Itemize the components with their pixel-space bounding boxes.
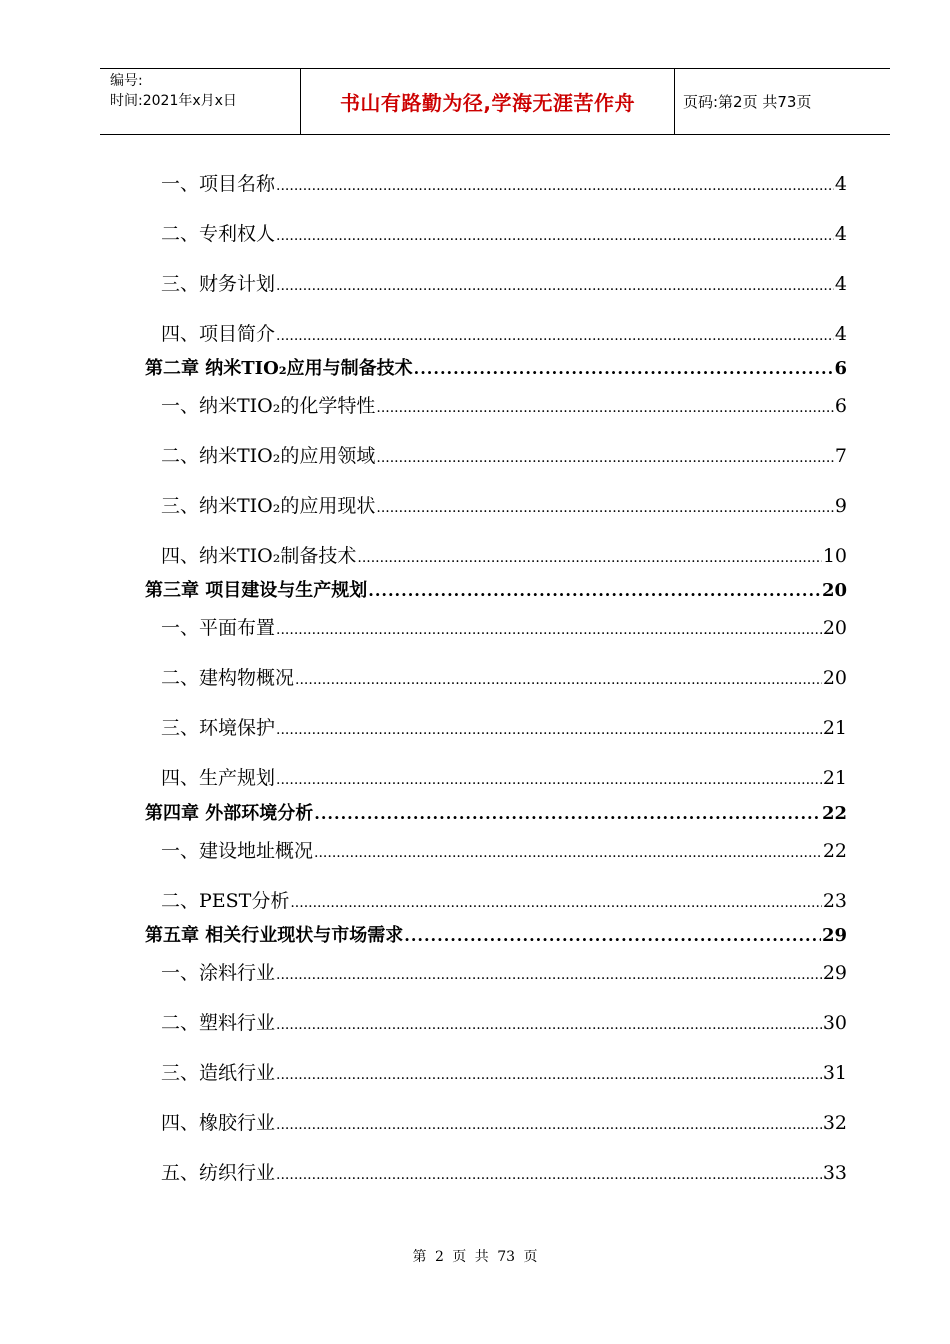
page-header (100, 68, 890, 135)
toc-dot-leader (276, 962, 822, 988)
toc-entry-label: 四、橡胶行业 (161, 1111, 276, 1134)
toc-entry-page-number: 20 (821, 580, 847, 602)
toc-section-entry[interactable] (145, 960, 847, 986)
page-footer: 第 2 页 共 73 页 (412, 1249, 538, 1265)
toc-dot-leader (376, 445, 834, 471)
toc-entry-label: 三、纳米TIO₂的应用现状 (161, 495, 376, 517)
toc-entry-page-number: 9 (834, 495, 847, 517)
toc-entry-page-number: 6 (834, 395, 847, 418)
toc-dot-leader (276, 1162, 822, 1188)
toc-entry-page-number: 23 (822, 889, 847, 912)
toc-entry-label: 三、财务计划 (161, 272, 276, 295)
toc-section-entry[interactable] (145, 615, 847, 641)
toc-entry-label: 一、建设地址概况 (161, 839, 314, 862)
toc-entry-page-number: 20 (822, 667, 847, 690)
toc-entry-label: 一、项目名称 (161, 173, 276, 195)
toc-dot-leader (276, 617, 822, 643)
toc-section-entry[interactable] (145, 765, 847, 791)
toc-entry-page-number: 21 (822, 717, 847, 740)
toc-section-entry[interactable] (145, 171, 847, 197)
toc-dot-leader (276, 1012, 822, 1038)
toc-entry-page-number: 22 (822, 839, 847, 862)
header-meta (100, 69, 301, 134)
toc-chapter-entry[interactable] (145, 579, 847, 603)
toc-entry-label: 第二章 纳米TIO₂应用与制备技术 (145, 358, 413, 380)
toc-entry-label: 一、平面布置 (161, 617, 276, 640)
toc-chapter-entry[interactable] (145, 357, 847, 381)
toc-entry-page-number: 4 (834, 272, 847, 295)
toc-entry-page-number: 4 (834, 222, 847, 245)
toc-entry-page-number: 21 (822, 767, 847, 790)
toc-entry-page-number: 22 (821, 802, 847, 824)
toc-dot-leader (414, 357, 834, 381)
toc-entry-label: 四、生产规划 (161, 767, 276, 790)
toc-entry-label: 三、造纸行业 (161, 1061, 276, 1084)
toc-dot-leader (314, 840, 822, 866)
toc-entry-label: 二、PEST分析 (161, 889, 290, 912)
toc-entry-page-number: 4 (834, 173, 847, 195)
toc-chapter-entry[interactable] (145, 802, 847, 826)
toc-section-entry[interactable] (145, 838, 847, 864)
toc-dot-leader (314, 802, 821, 826)
toc-section-entry[interactable] (145, 393, 847, 419)
toc-section-entry[interactable] (145, 1110, 847, 1136)
toc-entry-label: 二、塑料行业 (161, 1011, 276, 1034)
toc-entry-label: 第五章 相关行业现状与市场需求 (145, 925, 404, 946)
toc-section-entry[interactable] (145, 1160, 847, 1186)
toc-dot-leader (276, 1062, 822, 1088)
toc-entry-label: 四、项目简介 (161, 322, 276, 345)
toc-dot-leader (276, 767, 822, 793)
toc-entry-page-number: 6 (834, 358, 847, 380)
toc-section-entry[interactable] (145, 888, 847, 914)
toc-section-entry[interactable] (145, 321, 847, 347)
toc-dot-leader (357, 545, 821, 571)
toc-dot-leader (276, 173, 834, 199)
toc-section-entry[interactable] (145, 665, 847, 691)
document-time-label: 时间:2021年x月x日 (110, 93, 237, 109)
toc-dot-leader (376, 395, 834, 421)
toc-entry-page-number: 29 (821, 925, 847, 946)
toc-entry-label: 五、纺织行业 (161, 1161, 276, 1184)
toc-entry-page-number: 4 (834, 322, 847, 345)
toc-section-entry[interactable] (145, 1060, 847, 1086)
toc-entry-page-number: 29 (822, 962, 847, 984)
toc-section-entry[interactable] (145, 221, 847, 247)
header-page-info: 页码:第2页 共73页 (683, 93, 812, 111)
toc-dot-leader (276, 323, 834, 349)
toc-section-entry[interactable] (145, 493, 847, 519)
toc-entry-page-number: 31 (822, 1061, 847, 1084)
toc-dot-leader (276, 1112, 822, 1138)
toc-entry-page-number: 7 (834, 445, 847, 468)
toc-entry-label: 二、专利权人 (161, 222, 276, 245)
header-motto: 书山有路勤为径,学海无涯苦作舟 (301, 69, 675, 134)
toc-section-entry[interactable] (145, 271, 847, 297)
toc-section-entry[interactable] (145, 543, 847, 569)
toc-entry-page-number: 32 (822, 1111, 847, 1134)
toc-entry-label: 一、纳米TIO₂的化学特性 (161, 395, 376, 418)
toc-dot-leader (276, 223, 834, 249)
toc-dot-leader (276, 717, 822, 743)
document-number-label: 编号: (110, 73, 143, 89)
toc-entry-page-number: 20 (822, 617, 847, 640)
toc-entry-page-number: 30 (822, 1011, 847, 1034)
toc-entry-label: 三、环境保护 (161, 717, 276, 740)
toc-entry-page-number: 10 (822, 544, 847, 567)
toc-entry-label: 二、建构物概况 (161, 667, 295, 690)
toc-entry-label: 四、纳米TIO₂制备技术 (161, 544, 357, 567)
toc-entry-label: 第三章 项目建设与生产规划 (145, 580, 368, 602)
toc-section-entry[interactable] (145, 1010, 847, 1036)
toc-dot-leader (295, 667, 822, 693)
toc-chapter-entry[interactable] (145, 924, 847, 948)
toc-dot-leader (290, 890, 821, 916)
toc-entry-label: 一、涂料行业 (161, 962, 276, 984)
toc-dot-leader (368, 579, 821, 603)
toc-dot-leader (276, 273, 834, 299)
toc-entry-label: 第四章 外部环境分析 (145, 802, 314, 824)
toc-entry-label: 二、纳米TIO₂的应用领域 (161, 445, 376, 468)
toc-dot-leader (376, 495, 834, 521)
toc-section-entry[interactable] (145, 715, 847, 741)
toc-dot-leader (404, 924, 821, 948)
toc-section-entry[interactable] (145, 443, 847, 469)
toc-entry-page-number: 33 (822, 1161, 847, 1184)
